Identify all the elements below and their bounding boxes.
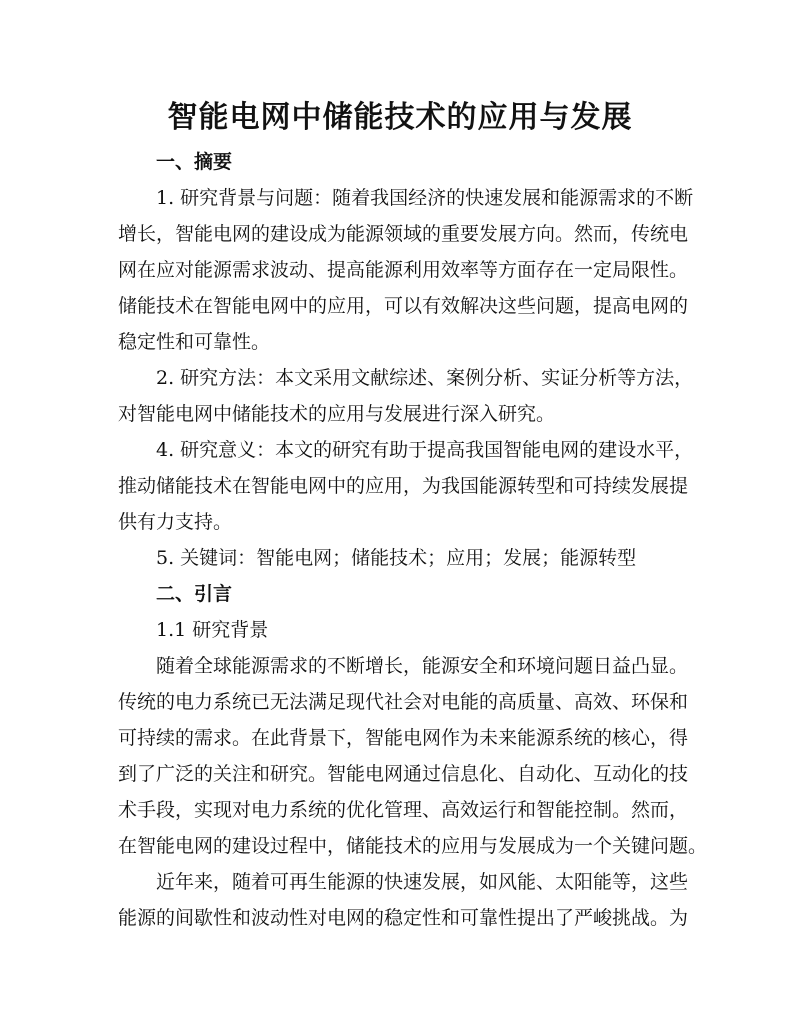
document-title: 智能电网中储能技术的应用与发展	[167, 100, 633, 135]
subsection-heading: 1.1 研究背景	[156, 619, 269, 641]
keywords-line: 5. 关键词：智能电网；储能技术；应用；发展；能源转型	[156, 547, 637, 569]
text-line: 推动储能技术在智能电网中的应用，为我国能源转型和可持续发展提	[118, 475, 689, 497]
section-heading-introduction: 二、引言	[156, 583, 233, 605]
text-line: 4. 研究意义：本文的研究有助于提高我国智能电网的建设水平，	[156, 439, 694, 461]
text-line: 对智能电网中储能技术的应用与发展进行深入研究。	[118, 403, 556, 425]
text-line: 2. 研究方法：本文采用文献综述、案例分析、实证分析等方法，	[156, 367, 694, 389]
text-line: 1. 研究背景与问题：随着我国经济的快速发展和能源需求的不断	[156, 187, 694, 209]
document-body	[118, 144, 708, 936]
text-line: 储能技术在智能电网中的应用，可以有效解决这些问题，提高电网的	[118, 295, 689, 317]
text-line: 在智能电网的建设过程中，储能技术的应用与发展成为一个关键问题。	[118, 835, 708, 857]
text-line: 稳定性和可靠性。	[118, 331, 271, 353]
text-line: 传统的电力系统已无法满足现代社会对电能的高质量、高效、环保和	[118, 691, 689, 713]
section-heading-abstract: 一、摘要	[156, 151, 233, 173]
text-line: 到了广泛的关注和研究。智能电网通过信息化、自动化、互动化的技	[118, 763, 689, 785]
text-line: 术手段，实现对电力系统的优化管理、高效运行和智能控制。然而，	[118, 799, 689, 821]
text-line: 随着全球能源需求的不断增长，能源安全和环境问题日益凸显。	[156, 655, 689, 677]
text-line: 增长，智能电网的建设成为能源领域的重要发展方向。然而，传统电	[118, 223, 689, 245]
text-line: 近年来，随着可再生能源的快速发展，如风能、太阳能等，这些	[156, 871, 689, 893]
text-line: 能源的间歇性和波动性对电网的稳定性和可靠性提出了严峻挑战。为	[118, 907, 689, 929]
text-line: 网在应对能源需求波动、提高能源利用效率等方面存在一定局限性。	[118, 259, 689, 281]
text-line: 供有力支持。	[118, 511, 233, 533]
text-line: 可持续的需求。在此背景下，智能电网作为未来能源系统的核心，得	[118, 727, 689, 749]
